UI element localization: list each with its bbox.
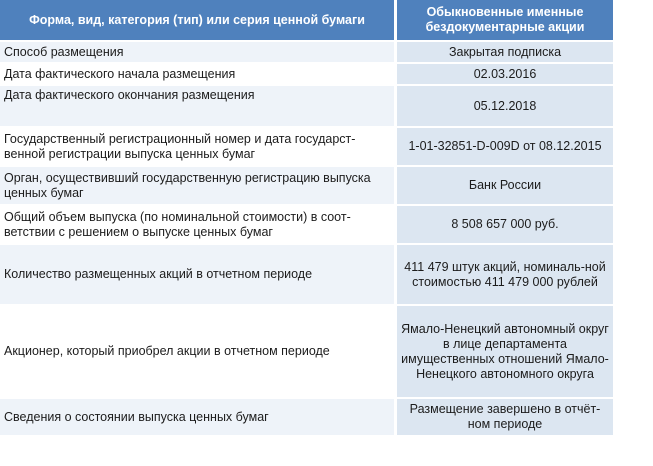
table-row bbox=[0, 64, 613, 86]
row-label: Сведения о состоянии выпуска ценных бумаг bbox=[0, 399, 397, 435]
row-value: Ямало-Ненецкий автономный округ в лице департамента имущественных отношений Ямало-Ненецкого автономного округа bbox=[397, 306, 613, 397]
row-label: Акционер, который приобрел акции в отчетном периоде bbox=[0, 306, 397, 397]
row-label: Государственный регистрационный номер и дата государст-венной регистрации выпуска ценных бумаг bbox=[0, 128, 397, 165]
table-row bbox=[0, 206, 613, 245]
row-value: Размещение завершено в отчёт-ном периоде bbox=[397, 399, 613, 435]
row-value: 1-01-32851-D-009D от 08.12.2015 bbox=[397, 128, 613, 165]
row-label: Способ размещения bbox=[0, 42, 397, 62]
row-label: Орган, осуществивший государственную регистрацию выпуска ценных бумаг bbox=[0, 167, 397, 204]
row-label: Дата фактического окончания размещения bbox=[0, 86, 397, 126]
table-row bbox=[0, 42, 613, 64]
table-row bbox=[0, 399, 613, 437]
table-row bbox=[0, 245, 613, 306]
row-value: 411 479 штук акций, номиналь-ной стоимостью 411 479 000 рублей bbox=[397, 245, 613, 304]
row-label: Общий объем выпуска (по номинальной стоимости) в соот-ветствии с решением о выпуске ценных бумаг bbox=[0, 206, 397, 243]
row-value: 05.12.2018 bbox=[397, 86, 613, 126]
row-value: Закрытая подписка bbox=[397, 42, 613, 62]
header-value: Обыкновенные именные бездокументарные акции bbox=[397, 0, 613, 40]
table-row bbox=[0, 167, 613, 206]
table-row bbox=[0, 128, 613, 167]
row-value: 02.03.2016 bbox=[397, 64, 613, 84]
table-row bbox=[0, 306, 613, 399]
table-row bbox=[0, 86, 613, 128]
row-value: 8 508 657 000 руб. bbox=[397, 206, 613, 243]
table-header bbox=[0, 0, 613, 42]
row-label: Дата фактического начала размещения bbox=[0, 64, 397, 84]
row-value: Банк России bbox=[397, 167, 613, 204]
row-label: Количество размещенных акций в отчетном периоде bbox=[0, 245, 397, 304]
header-label: Форма, вид, категория (тип) или серия ценной бумаги bbox=[0, 0, 397, 40]
